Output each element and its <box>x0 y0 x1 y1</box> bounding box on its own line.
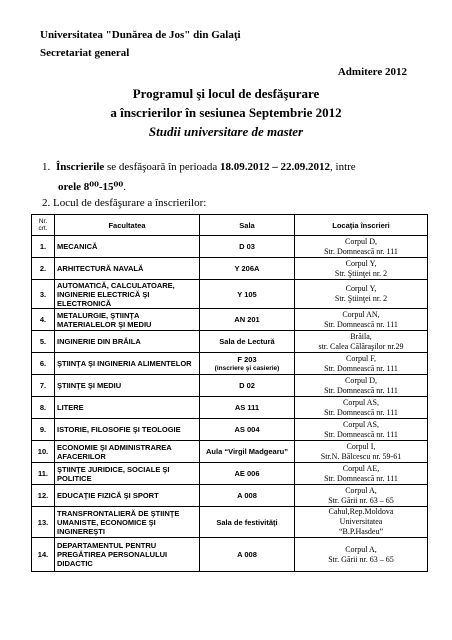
room-cell <box>200 258 295 280</box>
table-row <box>32 397 428 419</box>
room-cell <box>200 419 295 441</box>
table-row <box>32 441 428 463</box>
location-line: Corpul AN, <box>342 309 380 319</box>
enrolment-period-paragraph <box>42 157 422 197</box>
row-number: 6. <box>32 353 55 375</box>
doc-title-line2: a înscrierilor în sesiunea Septembrie 2012 <box>110 105 342 120</box>
location-cell <box>295 441 428 463</box>
location-cell <box>295 375 428 397</box>
location-line: str. Calea Călăraşilor nr.29 <box>318 341 404 351</box>
enrolment-label: Înscrierile <box>56 161 105 173</box>
enrolment-text-2: , intre <box>330 161 356 173</box>
table-row <box>32 280 428 309</box>
location-cell <box>295 538 428 572</box>
location-line: Str. Domnească nr. 111 <box>324 407 398 417</box>
room-name: D 03 <box>239 242 255 251</box>
faculty-name: LITERE <box>55 397 200 419</box>
row-number: 4. <box>32 309 55 331</box>
location-line: Str. Ştiinţei nr. 2 <box>334 268 388 278</box>
row-number: 9. <box>32 419 55 441</box>
room-cell <box>200 463 295 485</box>
location-cell <box>295 507 428 538</box>
enrolment-end: . <box>123 181 126 193</box>
location-line: Corpul I, <box>346 441 376 451</box>
enrolment-dates: 18.09.2012 – 22.09.2012 <box>220 161 331 173</box>
location-line: Str. Gării nr. 63 – 65 <box>328 495 394 505</box>
location-cell <box>295 258 428 280</box>
room-name: Sala de festivităţi <box>216 517 278 527</box>
location-cell <box>295 331 428 353</box>
faculty-name: AUTOMATICĂ, CALCULATOARE, INGINERIE ELECTRICĂ ŞI ELECTRONICĂ <box>55 280 200 309</box>
location-line: Corpul D, <box>345 236 377 246</box>
table-row <box>32 419 428 441</box>
header-location: Locaţia înscrieri <box>295 215 428 236</box>
room-cell <box>200 485 295 507</box>
room-name: Y 105 <box>237 289 257 299</box>
enrolment-locations-table <box>31 214 428 572</box>
row-number: 7. <box>32 375 55 397</box>
faculty-name: ŞTIINŢA ŞI INGINERIA ALIMENTELOR <box>55 353 200 375</box>
location-line: Corpul D, <box>345 375 377 385</box>
location-line: Str. Domnească nr. 111 <box>324 473 398 483</box>
location-line: Corpul A, <box>345 544 377 554</box>
location-line: Corpul AS, <box>342 397 379 407</box>
row-number: 10. <box>32 441 55 463</box>
location-line: “B.P.Hasdeu” <box>339 527 383 536</box>
room-cell <box>200 309 295 331</box>
location-line: Corpul F, <box>345 353 377 363</box>
faculty-name: METALURGIE, ŞTIINŢA MATERIALELOR ŞI MEDIU <box>55 309 200 331</box>
row-number: 14. <box>32 538 55 572</box>
room-name: D 02 <box>239 381 255 390</box>
room-cell <box>200 507 295 538</box>
table-row <box>32 485 428 507</box>
item-number: 1. <box>42 161 51 173</box>
table-row <box>32 309 428 331</box>
location-cell <box>295 309 428 331</box>
location-cell <box>295 236 428 258</box>
location-line: Brăila, <box>350 331 372 341</box>
location-line: Universitatea <box>339 517 383 526</box>
location-cell <box>295 280 428 309</box>
header-faculty: Facultatea <box>55 215 200 236</box>
table-row <box>32 507 428 538</box>
room-cell <box>200 441 295 463</box>
admission-label: Admitere 2012 <box>337 66 407 78</box>
row-number: 11. <box>32 463 55 485</box>
enrolment-text: se desfăşoară în perioada <box>104 161 221 173</box>
table-header-row <box>32 215 428 236</box>
room-name: A 008 <box>237 550 257 559</box>
room-name: AS 004 <box>234 425 260 434</box>
location-line: Corpul Y, <box>345 258 377 268</box>
table-row <box>32 258 428 280</box>
row-number: 5. <box>32 331 55 353</box>
room-note: (inscriere şi casierie) <box>214 364 280 372</box>
location-line: Str. Domnească nr. 111 <box>324 429 398 439</box>
faculty-name: INGINERIE DIN BRĂILA <box>55 331 200 353</box>
room-cell <box>200 397 295 419</box>
room-name: Sala de Lectură <box>219 337 275 346</box>
location-line: Corpul AS, <box>342 419 379 429</box>
faculty-name: ARHITECTURĂ NAVALĂ <box>55 258 200 280</box>
faculty-name: ISTORIE, FILOSOFIE ŞI TEOLOGIE <box>55 419 200 441</box>
location-cell <box>295 419 428 441</box>
row-number: 1. <box>32 236 55 258</box>
faculty-name: TRANSFRONTALIERĂ DE ŞTIINŢE UMANISTE, ECONOMICE ŞI INGINEREŞTI <box>55 507 200 538</box>
room-cell <box>200 538 295 572</box>
room-name: AE 006 <box>234 469 260 478</box>
doc-title-line1: Programul şi locul de desfăşurare <box>132 86 320 101</box>
row-number: 2. <box>32 258 55 280</box>
table-row <box>32 236 428 258</box>
row-number: 8. <box>32 397 55 419</box>
header-nr: Nr. crt. <box>32 215 55 236</box>
faculty-name: EDUCAŢIE FIZICĂ ŞI SPORT <box>55 485 200 507</box>
row-number: 13. <box>32 507 55 538</box>
location-line: Str. Gării nr. 63 – 65 <box>328 554 394 564</box>
room-name: Aula “Virgil Madgearu” <box>206 447 288 456</box>
faculty-name: ŞTIINŢE ŞI MEDIU <box>55 375 200 397</box>
enrolment-hours: orele 8⁰⁰-15⁰⁰ <box>58 181 124 193</box>
university-name: Universitatea "Dunărea de Jos" din Galaţi <box>40 29 241 41</box>
table-row <box>32 463 428 485</box>
row-number: 12. <box>32 485 55 507</box>
faculty-name: ECONOMIE ŞI ADMINISTRAREA AFACERILOR <box>55 441 200 463</box>
location-line: Corpul Y, <box>345 284 377 293</box>
location-cell <box>295 485 428 507</box>
table-row <box>32 331 428 353</box>
location-line: Str. Ştiinţei nr. 2 <box>334 294 388 303</box>
location-line: Str. Domnească nr. 111 <box>324 385 398 395</box>
location-heading: 2. Locul de desfăşurare a înscrierilor: <box>42 197 207 209</box>
location-line: Str. Domnească nr. 111 <box>324 363 398 373</box>
room-name: F 203 <box>237 354 257 364</box>
room-cell <box>200 375 295 397</box>
table-row <box>32 353 428 375</box>
faculty-name: DEPARTAMENTUL PENTRU PREGĂTIREA PERSONALULUI DIDACTIC <box>55 538 200 572</box>
table-row <box>32 538 428 572</box>
table-row <box>32 375 428 397</box>
doc-subtitle: Studii universitare de master <box>148 124 304 139</box>
location-line: Str.N. Bălcescu nr. 59-61 <box>320 451 402 461</box>
faculty-name: ŞTIINŢE JURIDICE, SOCIALE ŞI POLITICE <box>55 463 200 485</box>
location-line: Str. Domnească nr. 111 <box>324 319 398 329</box>
room-name: AN 201 <box>234 315 260 324</box>
room-cell <box>200 280 295 309</box>
location-cell <box>295 463 428 485</box>
location-line: Str. Domnească nr. 111 <box>324 246 398 256</box>
room-name: AS 111 <box>234 403 260 412</box>
location-cell <box>295 353 428 375</box>
location-line: Corpul A, <box>345 485 377 495</box>
room-cell <box>200 353 295 375</box>
room-name: A 008 <box>237 491 257 500</box>
location-line: Corpul AE, <box>342 463 380 473</box>
location-line: Cahul,Rep.Moldova <box>328 507 394 516</box>
row-number: 3. <box>32 280 55 309</box>
room-cell <box>200 331 295 353</box>
secretariat-name: Secretariat general <box>40 47 130 59</box>
header-room: Sala <box>200 215 295 236</box>
location-cell <box>295 397 428 419</box>
room-name: Y 206A <box>234 264 260 273</box>
faculty-name: MECANICĂ <box>55 236 200 258</box>
room-cell <box>200 236 295 258</box>
